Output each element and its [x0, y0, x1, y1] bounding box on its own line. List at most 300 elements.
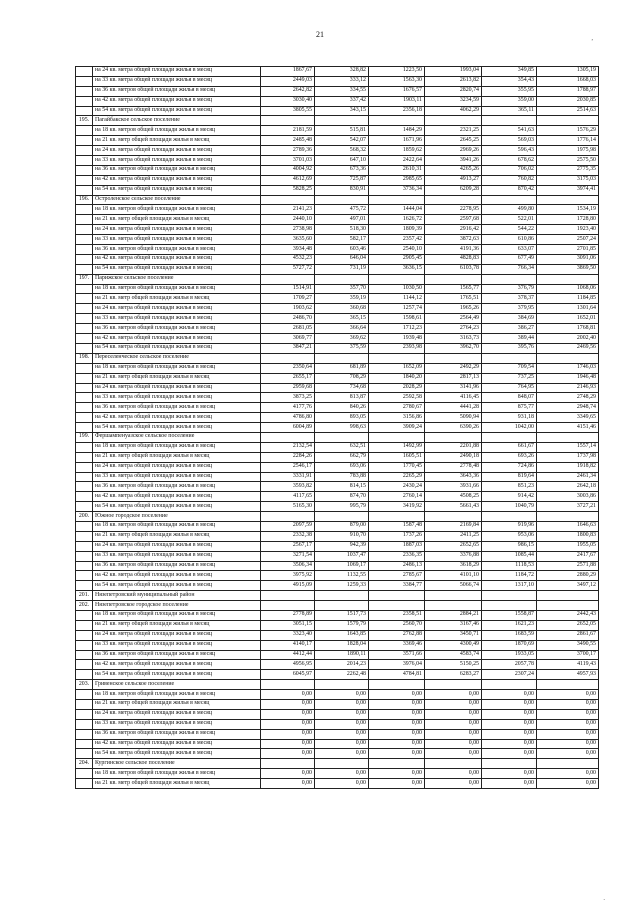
value-cell: 0,00	[482, 779, 537, 789]
row-number-cell	[76, 264, 93, 274]
section-title: Фершампенуазское сельское поселение	[93, 432, 261, 442]
table-row	[76, 235, 599, 245]
value-cell: 1712,23	[369, 324, 425, 334]
value-cell: 2592,58	[369, 393, 425, 403]
value-cell: 2358,51	[369, 610, 425, 620]
value-cell: 2760,14	[369, 492, 425, 502]
empty-cell	[261, 195, 315, 205]
section-title: Пагайбакское сельское поселение	[93, 116, 261, 126]
row-label: на 24 кв. метра общей площади жилья в месяц	[93, 304, 261, 314]
value-cell: 2422,64	[369, 156, 425, 166]
row-label: на 42 кв. метра общей площади жилья в месяц	[93, 492, 261, 502]
row-label: на 54 кв. метра общей площади жилья в месяц	[93, 185, 261, 195]
empty-cell	[315, 195, 369, 205]
row-number-cell	[76, 660, 93, 670]
value-cell: 3643,36	[425, 472, 482, 482]
value-cell: 724,86	[482, 462, 537, 472]
empty-cell	[261, 432, 315, 442]
value-cell: 2262,48	[315, 670, 369, 680]
value-cell: 1652,01	[537, 314, 599, 324]
value-cell: 0,00	[315, 700, 369, 710]
value-cell: 1737,98	[537, 452, 599, 462]
value-cell: 709,54	[482, 363, 537, 373]
value-cell: 1859,62	[369, 146, 425, 156]
value-cell: 1933,05	[482, 650, 537, 660]
tariff-table	[75, 66, 599, 789]
value-cell: 0,00	[315, 769, 369, 779]
row-number-cell	[76, 640, 93, 650]
value-cell: 840,26	[315, 403, 369, 413]
row-label: на 42 кв. метра общей площади жилья в месяц	[93, 413, 261, 423]
row-number-cell	[76, 185, 93, 195]
table-row	[76, 67, 599, 77]
value-cell: 360,68	[315, 304, 369, 314]
row-number-cell	[76, 254, 93, 264]
table-row	[76, 541, 599, 551]
row-label: на 54 кв. метра общей площади жилья в месяц	[93, 106, 261, 116]
value-cell: 2028,29	[369, 383, 425, 393]
value-cell: 1069,17	[315, 561, 369, 571]
page-number: 21	[316, 30, 324, 39]
empty-cell	[261, 591, 315, 601]
value-cell: 0,00	[425, 749, 482, 759]
value-cell: 2278,95	[425, 205, 482, 215]
value-cell: 4583,74	[425, 650, 482, 660]
value-cell: 5727,72	[261, 264, 315, 274]
value-cell: 1444,04	[369, 205, 425, 215]
value-cell: 4441,28	[425, 403, 482, 413]
empty-cell	[425, 680, 482, 690]
table-row	[76, 343, 599, 353]
value-cell: 2610,31	[369, 165, 425, 175]
value-cell: 2681,05	[261, 324, 315, 334]
row-number-cell	[76, 235, 93, 245]
row-number-cell	[76, 403, 93, 413]
value-cell: 3271,54	[261, 551, 315, 561]
value-cell: 568,32	[315, 146, 369, 156]
value-cell: 633,07	[482, 245, 537, 255]
row-number-cell	[76, 215, 93, 225]
row-label: на 36 кв. метров общей площади жилья в месяц	[93, 86, 261, 96]
value-cell: 582,17	[315, 235, 369, 245]
value-cell: 0,00	[369, 729, 425, 739]
value-cell: 766,34	[482, 264, 537, 274]
row-number-cell	[76, 67, 93, 77]
value-cell: 0,00	[482, 700, 537, 710]
row-number-cell	[76, 492, 93, 502]
value-cell: 3419,92	[369, 502, 425, 512]
value-cell: 0,00	[315, 729, 369, 739]
value-cell: 5661,43	[425, 502, 482, 512]
value-cell: 725,87	[315, 175, 369, 185]
value-cell: 1042,00	[482, 423, 537, 433]
value-cell: 2336,35	[369, 551, 425, 561]
value-cell: 541,63	[482, 126, 537, 136]
row-label: на 18 кв. метров общей площади жилья в месяц	[93, 442, 261, 452]
empty-cell	[261, 759, 315, 769]
value-cell: 0,00	[482, 729, 537, 739]
value-cell: 1557,14	[537, 442, 599, 452]
value-cell: 1939,48	[369, 334, 425, 344]
value-cell: 0,00	[537, 779, 599, 789]
value-cell: 522,01	[482, 215, 537, 225]
section-row	[76, 759, 599, 769]
value-cell: 693,06	[315, 462, 369, 472]
value-cell: 4913,27	[425, 175, 482, 185]
value-cell: 1652,09	[369, 363, 425, 373]
empty-cell	[425, 116, 482, 126]
value-cell: 3941,26	[425, 156, 482, 166]
row-label: на 24 кв. метра общей площади жилья в месяц	[93, 383, 261, 393]
row-number-cell	[76, 472, 93, 482]
value-cell: 3141,96	[425, 383, 482, 393]
value-cell: 1800,83	[537, 531, 599, 541]
empty-cell	[315, 591, 369, 601]
value-cell: 3934,48	[261, 245, 315, 255]
row-number-cell	[76, 719, 93, 729]
value-cell: 673,36	[315, 165, 369, 175]
value-cell: 2748,29	[537, 393, 599, 403]
value-cell: 2321,25	[425, 126, 482, 136]
value-cell: 3909,24	[369, 423, 425, 433]
value-cell: 3167,46	[425, 620, 482, 630]
table-row	[76, 76, 599, 86]
row-label: на 21 кв. метр общей площади жилья в месяц	[93, 136, 261, 146]
value-cell: 0,00	[315, 779, 369, 789]
row-label: на 36 кв. метров общей площади жилья в месяц	[93, 729, 261, 739]
row-label: на 36 кв. метров общей площади жилья в месяц	[93, 245, 261, 255]
table-row	[76, 205, 599, 215]
value-cell: 542,07	[315, 136, 369, 146]
value-cell: 0,00	[482, 749, 537, 759]
scan-mark-bottom: ·	[603, 896, 606, 904]
value-cell: 1918,82	[537, 462, 599, 472]
value-cell: 2141,23	[261, 205, 315, 215]
value-cell: 2738,98	[261, 225, 315, 235]
row-number-cell	[76, 561, 93, 571]
value-cell: 4004,92	[261, 165, 315, 175]
value-cell: 0,00	[315, 719, 369, 729]
value-cell: 6103,78	[425, 264, 482, 274]
value-cell: 2097,59	[261, 521, 315, 531]
value-cell: 1257,74	[369, 304, 425, 314]
value-cell: 1955,05	[537, 541, 599, 551]
section-title: Гривенское сельское поселение	[93, 680, 261, 690]
value-cell: 893,05	[315, 413, 369, 423]
value-cell: 3376,88	[425, 551, 482, 561]
value-cell: 0,00	[482, 709, 537, 719]
row-label: на 33 кв. метра общей площади жилья в месяц	[93, 472, 261, 482]
value-cell: 830,91	[315, 185, 369, 195]
table-row	[76, 146, 599, 156]
value-cell: 693,26	[482, 452, 537, 462]
value-cell: 1643,85	[315, 630, 369, 640]
value-cell: 1709,27	[261, 294, 315, 304]
value-cell: 1668,03	[537, 76, 599, 86]
value-cell: 0,00	[261, 729, 315, 739]
value-cell: 2393,98	[369, 343, 425, 353]
value-cell: 3384,77	[369, 581, 425, 591]
row-number-cell	[76, 571, 93, 581]
value-cell: 1737,26	[369, 531, 425, 541]
value-cell: 661,67	[482, 442, 537, 452]
section-title: Нязепетровское городское поселение	[93, 601, 261, 611]
empty-cell	[261, 116, 315, 126]
empty-cell	[482, 680, 537, 690]
row-label: на 18 кв. метров общей площади жилья в месяц	[93, 610, 261, 620]
row-label: на 21 кв. метр общей площади жилья в месяц	[93, 373, 261, 383]
value-cell: 3805,55	[261, 106, 315, 116]
empty-cell	[315, 680, 369, 690]
row-label: на 54 кв. метра общей площади жилья в месяц	[93, 581, 261, 591]
empty-cell	[537, 195, 599, 205]
value-cell: 499,80	[482, 205, 537, 215]
section-number: 196.	[76, 195, 93, 205]
table-row	[76, 403, 599, 413]
value-cell: 0,00	[369, 700, 425, 710]
value-cell: 0,00	[369, 749, 425, 759]
value-cell: 1728,80	[537, 215, 599, 225]
value-cell: 2884,21	[425, 610, 482, 620]
value-cell: 4784,81	[369, 670, 425, 680]
row-number-cell	[76, 620, 93, 630]
value-cell: 4265,26	[425, 165, 482, 175]
value-cell: 3234,59	[425, 96, 482, 106]
value-cell: 1558,87	[482, 610, 537, 620]
empty-cell	[369, 591, 425, 601]
value-cell: 357,70	[315, 284, 369, 294]
empty-cell	[315, 759, 369, 769]
row-label: на 42 кв. метра общей площади жилья в месяц	[93, 334, 261, 344]
value-cell: 0,00	[315, 690, 369, 700]
value-cell: 4191,36	[425, 245, 482, 255]
value-cell: 4412,44	[261, 650, 315, 660]
table-row	[76, 363, 599, 373]
empty-cell	[537, 759, 599, 769]
value-cell: 0,00	[261, 719, 315, 729]
value-cell: 395,76	[482, 343, 537, 353]
value-cell: 5828,25	[261, 185, 315, 195]
value-cell: 3490,55	[537, 640, 599, 650]
row-number-cell	[76, 482, 93, 492]
table-row	[76, 551, 599, 561]
value-cell: 6045,97	[261, 670, 315, 680]
row-number-cell	[76, 690, 93, 700]
empty-cell	[261, 353, 315, 363]
value-cell: 2861,67	[537, 630, 599, 640]
row-number-cell	[76, 324, 93, 334]
value-cell: 2789,36	[261, 146, 315, 156]
value-cell: 4956,95	[261, 660, 315, 670]
section-row	[76, 591, 599, 601]
empty-cell	[315, 353, 369, 363]
table-row	[76, 96, 599, 106]
value-cell: 379,95	[482, 304, 537, 314]
value-cell: 1118,53	[482, 561, 537, 571]
row-label: на 42 кв. метра общей площади жилья в месяц	[93, 175, 261, 185]
row-label: на 33 кв. метра общей площади жилья в месяц	[93, 393, 261, 403]
section-title: Остроленское сельское поселение	[93, 195, 261, 205]
value-cell: 0,00	[537, 739, 599, 749]
row-number-cell	[76, 86, 93, 96]
value-cell: 1870,69	[482, 640, 537, 650]
value-cell: 3323,40	[261, 630, 315, 640]
table-row	[76, 245, 599, 255]
row-label: на 18 кв. метров общей площади жилья в месяц	[93, 690, 261, 700]
table-row	[76, 690, 599, 700]
row-label: на 18 кв. метров общей площади жилья в месяц	[93, 126, 261, 136]
section-number: 200.	[76, 512, 93, 522]
value-cell: 4915,09	[261, 581, 315, 591]
value-cell: 0,00	[315, 739, 369, 749]
value-cell: 0,00	[369, 709, 425, 719]
row-number-cell	[76, 225, 93, 235]
value-cell: 5066,74	[425, 581, 482, 591]
value-cell: 0,00	[482, 739, 537, 749]
row-label: на 33 кв. метра общей площади жилья в месяц	[93, 76, 261, 86]
value-cell: 0,00	[425, 779, 482, 789]
empty-cell	[261, 512, 315, 522]
value-cell: 2181,59	[261, 126, 315, 136]
empty-cell	[369, 353, 425, 363]
value-cell: 4101,10	[425, 571, 482, 581]
value-cell: 678,62	[482, 156, 537, 166]
value-cell: 3976,04	[369, 660, 425, 670]
value-cell: 2597,68	[425, 215, 482, 225]
value-cell: 1579,79	[315, 620, 369, 630]
value-cell: 2613,82	[425, 76, 482, 86]
row-number-cell	[76, 205, 93, 215]
table-row	[76, 670, 599, 680]
table-row	[76, 769, 599, 779]
value-cell: 366,64	[315, 324, 369, 334]
value-cell: 0,00	[261, 739, 315, 749]
value-cell: 2652,05	[537, 620, 599, 630]
value-cell: 0,00	[425, 769, 482, 779]
value-cell: 5090,94	[425, 413, 482, 423]
empty-cell	[482, 274, 537, 284]
value-cell: 1828,04	[315, 640, 369, 650]
value-cell: 2514,63	[537, 106, 599, 116]
value-cell: 731,19	[315, 264, 369, 274]
empty-cell	[425, 353, 482, 363]
value-cell: 2778,48	[425, 462, 482, 472]
value-cell: 365,11	[482, 106, 537, 116]
value-cell: 5150,25	[425, 660, 482, 670]
value-cell: 515,81	[315, 126, 369, 136]
value-cell: 1993,04	[425, 67, 482, 77]
value-cell: 1746,03	[537, 363, 599, 373]
row-label: на 54 кв. метра общей площади жилья в месяц	[93, 264, 261, 274]
row-number-cell	[76, 779, 93, 789]
value-cell: 1184,72	[482, 571, 537, 581]
value-cell: 0,00	[369, 690, 425, 700]
row-number-cell	[76, 175, 93, 185]
value-cell: 3873,25	[261, 393, 315, 403]
value-cell: 1030,50	[369, 284, 425, 294]
table-row	[76, 482, 599, 492]
value-cell: 3369,46	[369, 640, 425, 650]
empty-cell	[537, 512, 599, 522]
value-cell: 1671,96	[369, 136, 425, 146]
row-label: на 42 кв. метра общей площади жилья в месяц	[93, 96, 261, 106]
value-cell: 1776,14	[537, 136, 599, 146]
value-cell: 1946,48	[537, 373, 599, 383]
value-cell: 2905,45	[369, 254, 425, 264]
value-cell: 2567,17	[261, 541, 315, 551]
value-cell: 875,77	[482, 403, 537, 413]
table-row	[76, 294, 599, 304]
value-cell: 1514,91	[261, 284, 315, 294]
value-cell: 0,00	[261, 749, 315, 759]
table-row	[76, 106, 599, 116]
row-label: на 21 кв. метр общей площади жилья в месяц	[93, 700, 261, 710]
value-cell: 0,00	[425, 719, 482, 729]
section-number: 202.	[76, 601, 93, 611]
value-cell: 1626,72	[369, 215, 425, 225]
value-cell: 1517,73	[315, 610, 369, 620]
value-cell: 0,00	[369, 739, 425, 749]
row-label: на 21 кв. метр общей площади жилья в месяц	[93, 452, 261, 462]
section-row	[76, 680, 599, 690]
value-cell: 681,89	[315, 363, 369, 373]
value-cell: 569,03	[482, 136, 537, 146]
value-cell: 1565,77	[425, 284, 482, 294]
empty-cell	[425, 432, 482, 442]
value-cell: 2440,10	[261, 215, 315, 225]
value-cell: 632,51	[315, 442, 369, 452]
row-label: на 36 кв. метров общей площади жилья в месяц	[93, 403, 261, 413]
value-cell: 998,63	[315, 423, 369, 433]
empty-cell	[369, 512, 425, 522]
empty-cell	[482, 195, 537, 205]
value-cell: 4508,25	[425, 492, 482, 502]
table-body	[76, 67, 599, 789]
row-number-cell	[76, 96, 93, 106]
value-cell: 6004,89	[261, 423, 315, 433]
table-row	[76, 284, 599, 294]
value-cell: 2571,88	[537, 561, 599, 571]
value-cell: 0,00	[537, 749, 599, 759]
value-cell: 2642,18	[537, 482, 599, 492]
value-cell: 2265,29	[369, 472, 425, 482]
value-cell: 647,10	[315, 156, 369, 166]
value-cell: 1040,79	[482, 502, 537, 512]
row-label: на 36 кв. метров общей площади жилья в месяц	[93, 324, 261, 334]
empty-cell	[425, 759, 482, 769]
value-cell: 1301,64	[537, 304, 599, 314]
value-cell: 3506,34	[261, 561, 315, 571]
value-cell: 4612,69	[261, 175, 315, 185]
row-number-cell	[76, 749, 93, 759]
row-number-cell	[76, 413, 93, 423]
row-number-cell	[76, 700, 93, 710]
value-cell: 942,39	[315, 541, 369, 551]
row-number-cell	[76, 521, 93, 531]
value-cell: 737,25	[482, 373, 537, 383]
row-label: на 24 кв. метра общей площади жилья в месяц	[93, 225, 261, 235]
row-label: на 42 кв. метра общей площади жилья в месяц	[93, 571, 261, 581]
table-row	[76, 610, 599, 620]
value-cell: 2778,89	[261, 610, 315, 620]
value-cell: 2775,35	[537, 165, 599, 175]
value-cell: 1890,11	[315, 650, 369, 660]
value-cell: 919,96	[482, 521, 537, 531]
value-cell: 3497,12	[537, 581, 599, 591]
value-cell: 4117,65	[261, 492, 315, 502]
value-cell: 819,64	[482, 472, 537, 482]
value-cell: 1184,85	[537, 294, 599, 304]
